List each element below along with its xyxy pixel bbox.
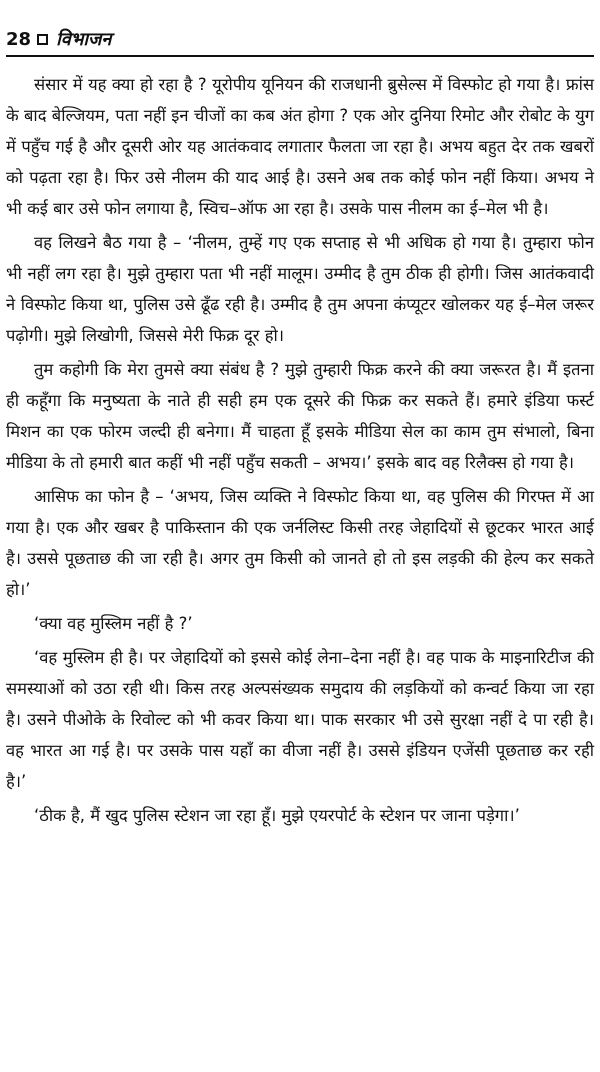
paragraph: ‘वह मुस्लिम ही है। पर जेहादियों को इससे कोई लेना–देना नहीं है। वह पाक के माइनारिटीज की समस्याओं को उठा रही थी। किस तरह अल्पसंख्यक समुदाय की लड़कियों को कन्वर्ट किया जा रहा है। उसने पीओके के रिवोल्ट को भी कवर किया था। पाक सरकार भी उसे सुरक्षा नहीं दे पा रही है। वह भारत आ गई है। पर उसके पास यहाँ का वीजा नहीं है। उससे इंडियन एजेंसी पूछताछ कर रही है।’ <box>6 648 594 791</box>
paragraph: संसार में यह क्या हो रहा है ? यूरोपीय यूनियन की राजधानी ब्रुसेल्स में विस्फोट हो गया है। फ्रांस के बाद बेल्जियम, पता नहीं इन चीजों का कब अंत होगा ? एक ओर दुनिया रिमोट और रोबोट के युग में पहुँच गई है और दूसरी ओर यह आतंकवाद लगातार फैलता जा रहा है। अभय बहुत देर तक खबरों को पढ़ता रहा है। फिर उसे नीलम की याद आई है। उसने अब तक कोई फोन नहीं किया। अभय ने भी कई बार उसे फोन लगाया है, स्विच–ऑफ आ रहा है। उसके पास नीलम का ई–मेल भी है। <box>6 75 594 218</box>
page-body <box>6 69 594 834</box>
paragraph: तुम कहोगी कि मेरा तुमसे क्या संबंध है ? मुझे तुम्हारी फिक्र करने की क्या जरूरत है। मैं इतना ही कहूँगा कि मनुष्यता के नाते ही सही हम एक दूसरे की फिक्र कर सकते हैं। हमारे इंडिया फर्स्ट मिशन का एक फोरम जल्दी ही बनेगा। मैं चाहता हूँ इसके मीडिया सेल का काम तुम संभालो, बिना मीडिया के तो हमारी बात कहीं भी नहीं पहुँच सकती – अभय।’ इसके बाद वह रिलैक्स हो गया है। <box>6 360 594 472</box>
paragraph: ‘ठीक है, मैं खुद पुलिस स्टेशन जा रहा हूँ। मुझे एयरपोर्ट के स्टेशन पर जाना पड़ेगा।’ <box>34 806 520 825</box>
paragraph: आसिफ का फोन है – ‘अभय, जिस व्यक्ति ने विस्फोट किया था, वह पुलिस की गिरफ्त में आ गया है। एक और खबर है पाकिस्तान की एक जर्नलिस्ट किसी तरह जेहादियों से छूटकर भारत आई है। उससे पूछताछ की जा रही है। अगर तुम किसी को जानते हो तो इस लड़की की हेल्प कर सकते हो।’ <box>6 487 594 599</box>
page-number: 28 <box>6 28 32 50</box>
page-header <box>6 26 594 52</box>
square-bullet-icon <box>37 34 48 45</box>
chapter-title: विभाजन <box>56 29 112 50</box>
paragraph: ‘क्या वह मुस्लिम नहीं है ?’ <box>34 614 193 633</box>
paragraph: वह लिखने बैठ गया है – ‘नीलम, तुम्हें गए एक सप्ताह से भी अधिक हो गया है। तुम्हारा फोन भी नहीं लग रहा है। मुझे तुम्हारा पता भी नहीं मालूम। उम्मीद है तुम ठीक ही होगी। जिस आतंकवादी ने विस्फोट किया था, पुलिस उसे ढूँढ रही है। उम्मीद है तुम अपना कंप्यूटर खोलकर यह ई–मेल जरूर पढ़ोगी। मुझे लिखोगी, जिससे मेरी फिक्र दूर हो। <box>6 233 594 345</box>
header-rule <box>6 55 594 57</box>
